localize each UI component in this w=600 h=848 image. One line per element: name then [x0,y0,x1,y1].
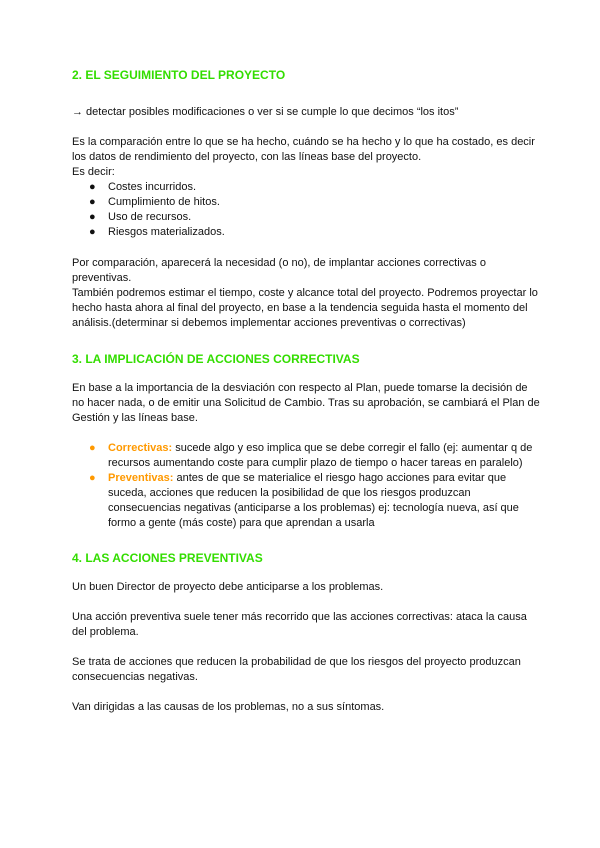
list-item: ● Riesgos materializados. [89,226,225,238]
list-item-preventivas [72,471,540,531]
orange-bullet-icon: ● [89,472,96,484]
actions-list [72,441,540,531]
bullet-icon: ● [89,181,96,193]
bullet-icon: ● [89,196,96,208]
section-2-paragraph-3: También podremos estimar el tiempo, coste y alcance total del proyecto. Podremos proyectar lo hecho hasta ahora al final del proyecto, en base a la tendencia seguida hasta el momento del análisis.(determinar si debemos implementar acciones preventivas o correctivas) [72,287,538,329]
section-4-paragraph-3: Se trata de acciones que reducen la probabilidad de que los riesgos del proyecto produzcan consecuencias negativas. [72,656,521,683]
section-3-heading: 3. LA IMPLICACIÓN DE ACCIONES CORRECTIVAS [72,352,360,366]
orange-bullet-icon: ● [89,442,96,454]
list-item-correctivas [72,441,540,471]
keyword-preventivas: Preventivas: [108,472,174,484]
section-2-heading: 2. EL SEGUIMIENTO DEL PROYECTO [72,68,286,82]
bullet-icon: ● [89,211,96,223]
section-2-paragraph-1: Es la comparación entre lo que se ha hecho, cuándo se ha hecho y lo que ha costado, es decir los datos de rendimiento del proyecto, con las líneas base del proyecto. [72,136,535,163]
arrow-line: → detectar posibles modificaciones o ver si se cumple lo que decimos “los itos” [72,106,459,118]
section-4-heading: 4. LAS ACCIONES PREVENTIVAS [72,551,263,565]
section-3-paragraph-1: En base a la importancia de la desviación con respecto al Plan, puede tomarse la decisión de no hacer nada, o de emitir una Solicitud de Cambio. Tras su aprobación, se cambiará el Plan de Gestión y las líneas base. [72,382,540,424]
list-item: ● Uso de recursos. [89,211,192,223]
correctivas-text: sucede algo y eso implica que se debe corregir el fallo (ej: aumentar q de recursos aumentando coste para cumplir plazo de tiempo o hacer tareas en paralelo) [108,442,533,469]
bullet-list [72,180,540,240]
preventivas-text: antes de que se materialice el riesgo hago acciones para evitar que suceda, acciones que reducen la posibilidad de que los riesgos produzcan consecuencias negativas (anticiparse a los problemas) ej: tecnología nueva, así que formo a gente (más coste) para que aprendan a usarla [108,472,519,529]
list-item: ● Costes incurridos. [89,181,197,193]
section-4-paragraph-2: Una acción preventiva suele tener más recorrido que las acciones correctivas: ataca la causa del problema. [72,611,527,638]
bullet-icon: ● [89,226,96,238]
section-2-paragraph-2: Por comparación, aparecerá la necesidad (o no), de implantar acciones correctivas o preventivas. [72,257,486,284]
section-4-paragraph-4: Van dirigidas a las causas de los problemas, no a sus síntomas. [72,701,385,713]
section-4-paragraph-1: Un buen Director de proyecto debe anticiparse a los problemas. [72,581,384,593]
list-item: ● Cumplimiento de hitos. [89,196,220,208]
keyword-correctivas: Correctivas: [108,442,173,454]
es-decir-label: Es decir: [72,166,115,178]
